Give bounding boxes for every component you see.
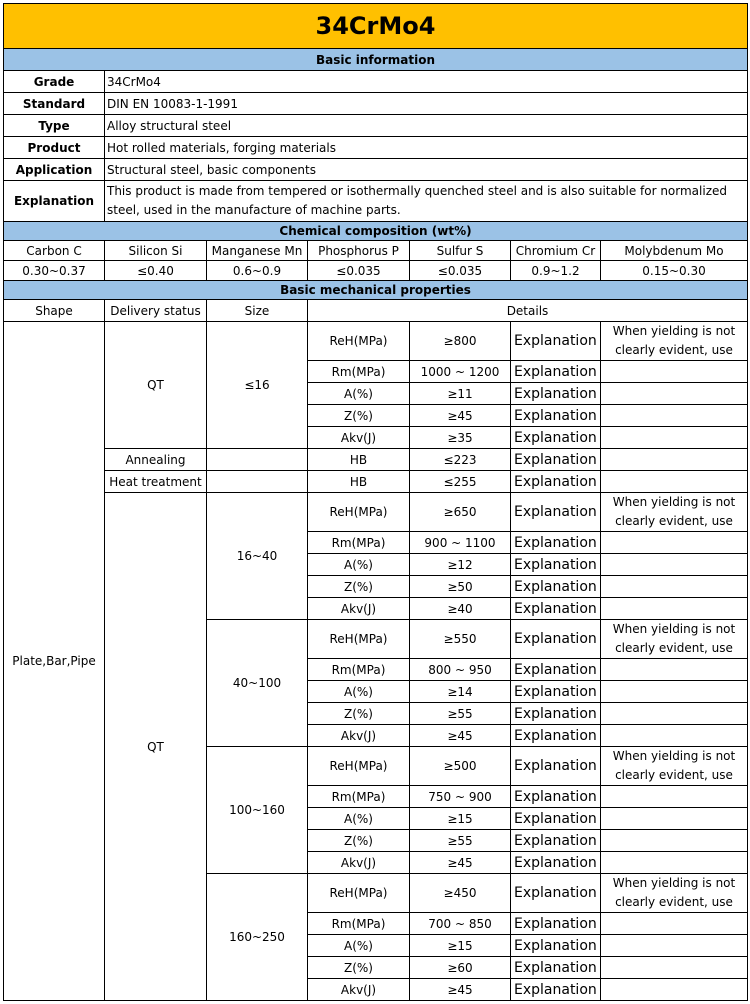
explanation-cell: Explanation [511,405,601,427]
explanation-cell: Explanation [511,681,601,703]
property-value: ≥15 [410,935,511,957]
type-label: Type [4,115,105,137]
property-value: ≥14 [410,681,511,703]
property-value: 1000 ~ 1200 [410,361,511,383]
property-name: A(%) [308,681,410,703]
product-value: Hot rolled materials, forging materials [105,137,748,159]
empty-note-cell [601,681,748,703]
element-names-row [4,241,748,261]
element-carbon: Carbon C [4,241,105,261]
size-cell: 16~40 [207,493,308,620]
size-column-header: Size [207,300,308,322]
product-label: Product [4,137,105,159]
explanation-value: This product is made from tempered or isothermally quenched steel and is also suitable for normalized steel, used in the manufacture of machine parts. [105,181,748,222]
size-cell [207,449,308,471]
empty-note-cell [601,830,748,852]
property-name: Rm(MPa) [308,913,410,935]
property-name: ReH(MPa) [308,747,410,786]
empty-note-cell [601,449,748,471]
empty-note-cell [601,725,748,747]
property-name: Z(%) [308,576,410,598]
empty-note-cell [601,598,748,620]
property-value: ≥45 [410,405,511,427]
element-manganese: Manganese Mn [207,241,308,261]
property-name: ReH(MPa) [308,322,410,361]
property-row [4,449,748,471]
shape-cell: Plate,Bar,Pipe [4,322,105,1001]
property-name: Akv(J) [308,979,410,1001]
explanation-cell: Explanation [511,493,601,532]
application-value: Structural steel, basic components [105,159,748,181]
explanation-cell: Explanation [511,361,601,383]
element-sulfur: Sulfur S [410,241,511,261]
property-value: ≥11 [410,383,511,405]
explanation-cell: Explanation [511,747,601,786]
standard-value: DIN EN 10083-1-1991 [105,93,748,115]
explanation-cell: Explanation [511,471,601,493]
empty-note-cell [601,383,748,405]
explanation-cell: Explanation [511,808,601,830]
property-value: ≥550 [410,620,511,659]
property-name: A(%) [308,935,410,957]
explanation-cell: Explanation [511,659,601,681]
value-sulfur: ≤0.035 [410,261,511,281]
yield-note-cell: When yielding is not clearly evident, use [601,493,748,532]
property-name: A(%) [308,554,410,576]
value-molybdenum: 0.15~0.30 [601,261,748,281]
size-cell: 160~250 [207,874,308,1001]
yield-note-cell: When yielding is not clearly evident, use [601,747,748,786]
empty-note-cell [601,957,748,979]
empty-note-cell [601,913,748,935]
element-molybdenum: Molybdenum Mo [601,241,748,261]
empty-note-cell [601,703,748,725]
explanation-cell: Explanation [511,830,601,852]
property-name: Akv(J) [308,598,410,620]
size-cell: 100~160 [207,747,308,874]
explanation-cell: Explanation [511,620,601,659]
mechanical-properties-body [4,322,748,1001]
delivery-column-header: Delivery status [105,300,207,322]
explanation-cell: Explanation [511,913,601,935]
property-name: Z(%) [308,957,410,979]
property-row [4,322,748,361]
explanation-cell: Explanation [511,957,601,979]
value-manganese: 0.6~0.9 [207,261,308,281]
yield-note-cell: When yielding is not clearly evident, use [601,620,748,659]
property-value: ≥500 [410,747,511,786]
explanation-cell: Explanation [511,703,601,725]
empty-note-cell [601,786,748,808]
explanation-cell: Explanation [511,576,601,598]
explanation-cell: Explanation [511,532,601,554]
yield-note-cell: When yielding is not clearly evident, use [601,874,748,913]
explanation-cell: Explanation [511,874,601,913]
property-value: ≥450 [410,874,511,913]
property-name: HB [308,449,410,471]
explanation-cell: Explanation [511,725,601,747]
size-cell: ≤16 [207,322,308,449]
delivery-status-cell: QT [105,322,207,449]
material-datasheet [3,3,748,1001]
sheet-title: 34CrMo4 [4,4,748,49]
property-value: ≥35 [410,427,511,449]
mechanical-properties-header: Basic mechanical properties [4,281,748,300]
property-name: Rm(MPa) [308,361,410,383]
property-name: Rm(MPa) [308,659,410,681]
explanation-cell: Explanation [511,786,601,808]
property-value: 700 ~ 850 [410,913,511,935]
chemical-composition-header: Chemical composition (wt%) [4,222,748,241]
property-name: ReH(MPa) [308,874,410,913]
property-name: Akv(J) [308,427,410,449]
size-cell: 40~100 [207,620,308,747]
size-cell [207,471,308,493]
property-value: ≥800 [410,322,511,361]
explanation-cell: Explanation [511,598,601,620]
property-name: Z(%) [308,703,410,725]
property-value: ≥15 [410,808,511,830]
property-value: ≥50 [410,576,511,598]
type-value: Alloy structural steel [105,115,748,137]
property-value: ≥40 [410,598,511,620]
property-value: ≥45 [410,725,511,747]
property-name: Rm(MPa) [308,786,410,808]
property-name: Z(%) [308,830,410,852]
empty-note-cell [601,471,748,493]
property-value: ≤223 [410,449,511,471]
delivery-status-cell: QT [105,493,207,1001]
property-name: HB [308,471,410,493]
standard-label: Standard [4,93,105,115]
property-value: 900 ~ 1100 [410,532,511,554]
property-name: ReH(MPa) [308,620,410,659]
delivery-status-cell: Annealing [105,449,207,471]
empty-note-cell [601,852,748,874]
explanation-cell: Explanation [511,322,601,361]
property-name: Akv(J) [308,725,410,747]
empty-note-cell [601,808,748,830]
basic-info-header: Basic information [4,49,748,71]
empty-note-cell [601,427,748,449]
property-name: Z(%) [308,405,410,427]
property-name: Akv(J) [308,852,410,874]
explanation-cell: Explanation [511,852,601,874]
empty-note-cell [601,979,748,1001]
property-value: ≥45 [410,979,511,1001]
property-value: ≥650 [410,493,511,532]
grade-value: 34CrMo4 [105,71,748,93]
empty-note-cell [601,532,748,554]
property-value: ≤255 [410,471,511,493]
property-value: ≥55 [410,830,511,852]
property-value: 750 ~ 900 [410,786,511,808]
property-value: ≥60 [410,957,511,979]
property-value: ≥55 [410,703,511,725]
empty-note-cell [601,361,748,383]
property-value: ≥45 [410,852,511,874]
value-chromium: 0.9~1.2 [511,261,601,281]
shape-column-header: Shape [4,300,105,322]
value-phosphorus: ≤0.035 [308,261,410,281]
element-silicon: Silicon Si [105,241,207,261]
empty-note-cell [601,935,748,957]
empty-note-cell [601,659,748,681]
property-name: Rm(MPa) [308,532,410,554]
explanation-label: Explanation [4,181,105,222]
explanation-cell: Explanation [511,383,601,405]
details-column-header: Details [308,300,748,322]
property-row [4,493,748,532]
empty-note-cell [601,576,748,598]
explanation-cell: Explanation [511,935,601,957]
element-values-row [4,261,748,281]
explanation-cell: Explanation [511,979,601,1001]
element-phosphorus: Phosphorus P [308,241,410,261]
property-value: 800 ~ 950 [410,659,511,681]
explanation-cell: Explanation [511,427,601,449]
empty-note-cell [601,554,748,576]
explanation-cell: Explanation [511,449,601,471]
property-value: ≥12 [410,554,511,576]
property-name: A(%) [308,808,410,830]
explanation-cell: Explanation [511,554,601,576]
property-row [4,471,748,493]
value-carbon: 0.30~0.37 [4,261,105,281]
property-name: A(%) [308,383,410,405]
value-silicon: ≤0.40 [105,261,207,281]
yield-note-cell: When yielding is not clearly evident, use [601,322,748,361]
element-chromium: Chromium Cr [511,241,601,261]
delivery-status-cell: Heat treatment [105,471,207,493]
grade-label: Grade [4,71,105,93]
empty-note-cell [601,405,748,427]
mechanical-column-headers [4,300,748,322]
property-name: ReH(MPa) [308,493,410,532]
application-label: Application [4,159,105,181]
